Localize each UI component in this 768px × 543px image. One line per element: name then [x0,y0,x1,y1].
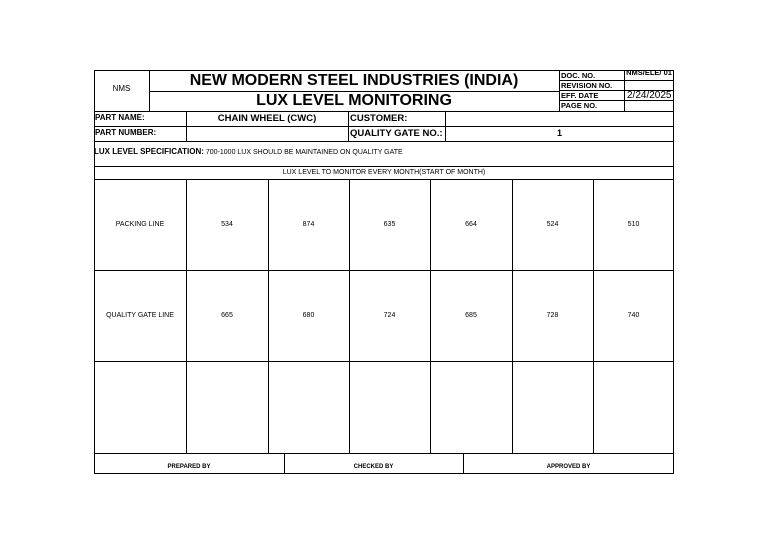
part-number-label: PART NUMBER: [95,128,157,137]
logo-text: NMS [112,84,131,93]
page-title: LUX LEVEL MONITORING [256,92,452,109]
table-cell: 664 [465,221,477,228]
spec-line [94,148,403,156]
table-cell: 510 [627,221,640,228]
prepared-by-label: PREPARED BY [167,464,211,470]
table-cell: 665 [221,312,233,319]
company-name: NEW MODERN STEEL INDUSTRIES (INDIA) [189,72,519,89]
eff-date-value: 2/24/2025 [627,90,672,101]
table-cell: 740 [627,312,640,319]
spec-text: 700-1000 LUX SHOULD BE MAINTAINED ON QUALITY GATE [203,149,403,156]
customer-label: CUSTOMER: [350,113,408,124]
part-name-label: PART NAME: [95,113,145,122]
quality-gate-value: 1 [556,128,562,138]
spec-label: LUX LEVEL SPECIFICATION: [94,147,204,156]
row-label-quality-gate-line: QUALITY GATE LINE [106,312,174,319]
table-cell: 724 [383,312,396,319]
doc-no-label: DOC. NO. [561,71,596,80]
table-cell: 524 [546,221,559,228]
table-cell: 874 [302,221,315,228]
table-cell: 728 [546,312,559,319]
table-cell: 680 [302,312,315,319]
table-cell: 635 [383,221,396,228]
revision-label: REVISION NO. [561,81,613,90]
table-cell: 685 [465,312,477,319]
monitor-note: LUX LEVEL TO MONITOR EVERY MONTH(START OF MONTH) [282,169,486,176]
eff-date-label: EFF. DATE [561,91,599,100]
approved-by-label: APPROVED BY [546,464,591,470]
part-name-value: CHAIN WHEEL (CWC) [217,113,317,124]
checked-by-label: CHECKED BY [353,464,394,470]
page-no-label: PAGE NO. [561,101,598,110]
doc-no-value: NMS/ELE/ 01 [626,71,672,77]
row-label-packing-line: PACKING LINE [115,221,165,228]
table-cell: 534 [221,221,233,228]
quality-gate-label: QUALITY GATE NO.: [350,128,443,139]
